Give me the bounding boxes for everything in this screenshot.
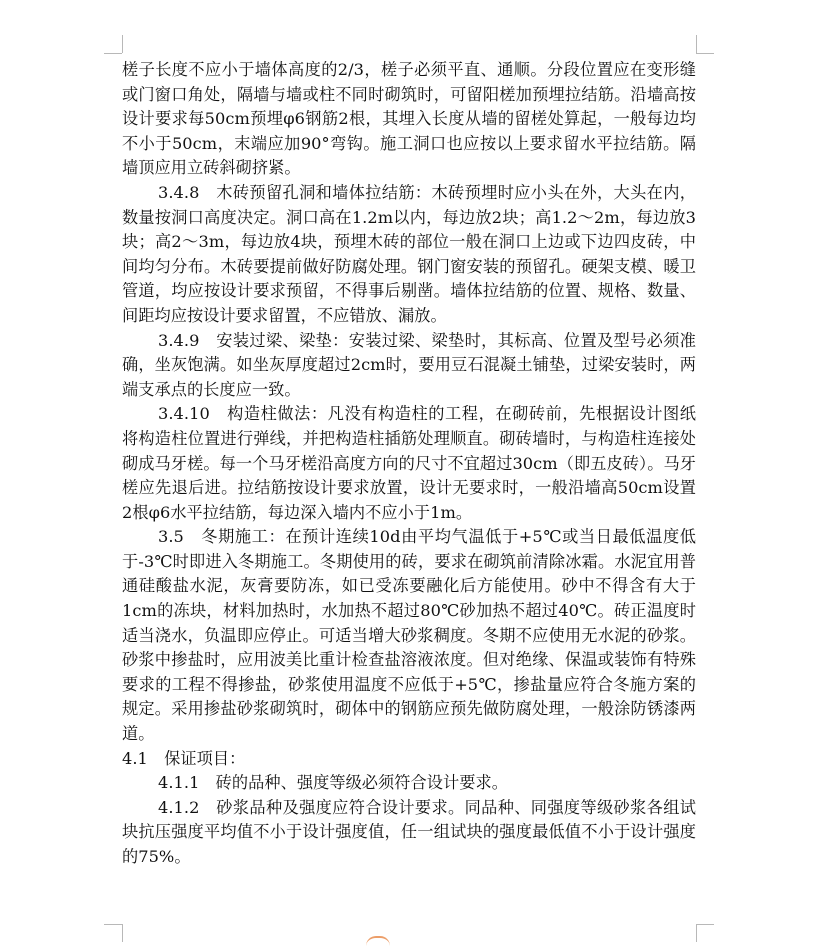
paragraph-3-5: 3.5 冬期施工：在预计连续10d由平均气温低于+5℃或当日最低温度低于-3℃时即进入冬期施工。冬期使用的砖，要求在砌筑前清除冰霜。水泥宜用普通硅酸盐水泥，灰膏要防冻，如已受冻要融化后方能使用。砂中不得含有大于1cm的冻块，材料加热时，水加热不超过80℃砂加热不超过40℃。砖正温度时适当浇水，负温即应停止。可适当增大砂浆稠度。冬期不应使用无水泥的砂浆。砂浆中掺盐时，应用波美比重计检查盐溶液浓度。但对绝缘、保温或装饰有特殊要求的工程不得掺盐，砂浆使用温度不应低于+5℃，掺盐量应符合冬施方案的规定。采用掺盐砂浆砌筑时，砌体中的钢筋应预先做防腐处理，一般涂防锈漆两道。 [122, 527, 696, 744]
paragraph-3-4-10: 3.4.10 构造柱做法：凡没有构造柱的工程，在砌砖前，先根据设计图纸将构造柱位置进行弹线，并把构造柱插筋处理顺直。砌砖墙时，与构造柱连接处砌成马牙槎。每一个马牙槎沿高度方向的尺寸不宜超过30cm（即五皮砖）。马牙槎应先退后进。拉结筋按设计要求放置，设计无要求时，一般沿墙高50cm设置2根φ6水平拉结筋，每边深入墙内不应小于1m。 [122, 404, 696, 522]
paragraph-3-4-9: 3.4.9 安装过梁、梁垫：安装过梁、梁垫时，其标高、位置及型号必须准确，坐灰饱满。如坐灰厚度超过2cm时，要用豆石混凝土铺垫，过梁安装时，两端支承点的长度应一致。 [122, 330, 696, 399]
crop-mark-top-left-h [104, 53, 122, 54]
paragraph: 槎子长度不应小于墙体高度的2/3，槎子必须平直、通顺。分段位置应在变形缝或门窗口角处，隔墙与墙或柱不同时砌筑时，可留阳槎加预埋拉结筋。沿墙高按设计要求每50cm预埋φ6钢筋2根，其埋入长度从墙的留槎处算起，一般每边均不小于50cm，末端应加90°弯钩。施工洞口也应按以上要求留水平拉结筋。隔墙顶应用立砖斜砌挤紧。 [122, 60, 696, 178]
orange-decoration-mark [366, 936, 390, 946]
crop-mark-top-right-v [696, 35, 697, 53]
paragraph-3-4-8: 3.4.8 木砖预留孔洞和墙体拉结筋：木砖预埋时应小头在外，大头在内，数量按洞口高度决定。洞口高在1.2m以内，每边放2块；高1.2～2m，每边放3块；高2～3m，每边放4块，预埋木砖的部位一般在洞口上边或下边四皮砖，中间均匀分布。木砖要提前做好防腐处理。钢门窗安装的预留孔。硬架支模、暖卫管道，均应按设计要求预留，不得事后剔凿。墙体拉结筋的位置、规格、数量、间距均应按设计要求留置，不应错放、漏放。 [122, 182, 696, 325]
section-heading-4-1: 4.1 保证项目： [122, 748, 246, 768]
crop-mark-bottom-right-h [696, 924, 714, 925]
crop-mark-bottom-left-v [122, 924, 123, 942]
crop-mark-top-left-v [122, 35, 123, 53]
crop-mark-bottom-right-v [696, 924, 697, 942]
paragraph-4-1-2: 4.1.2 砂浆品种及强度应符合设计要求。同品种、同强度等级砂浆各组试块抗压强度平均值不小于设计强度值，任一组试块的强度最低值不小于设计强度的75%。 [122, 797, 696, 866]
crop-mark-bottom-left-h [104, 924, 122, 925]
paragraph-4-1-1: 4.1.1 砖的品种、强度等级必须符合设计要求。 [158, 773, 508, 793]
crop-mark-top-right-h [696, 53, 714, 54]
document-body [122, 58, 696, 870]
